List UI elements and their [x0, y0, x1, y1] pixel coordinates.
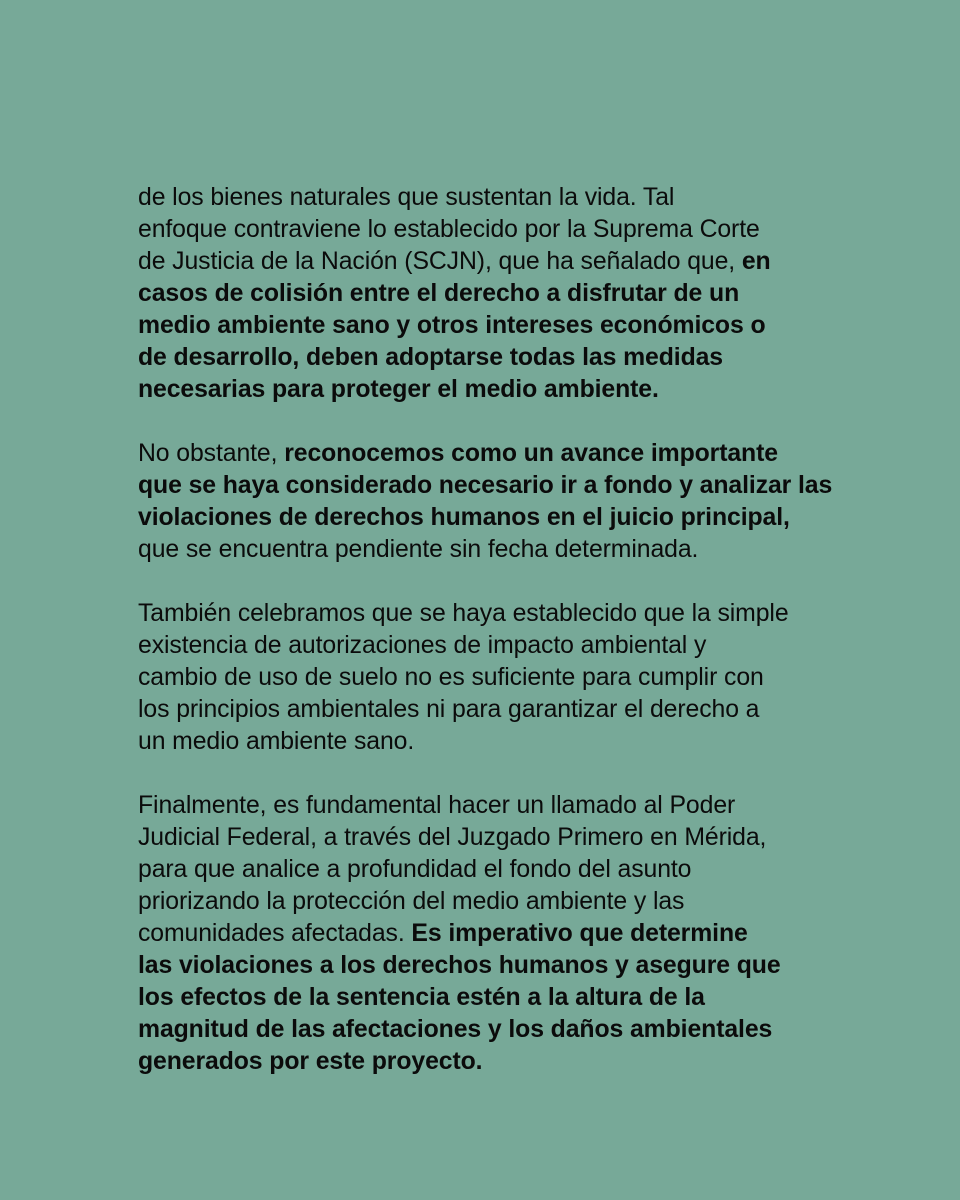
text-segment: Finalmente, es fundamental hacer un llamado al Poder	[138, 792, 736, 819]
text-line	[138, 790, 838, 822]
text-line	[138, 630, 838, 662]
text-line	[138, 1014, 838, 1046]
bold-text-segment: de desarrollo, deben adoptarse todas las medidas	[138, 344, 723, 371]
text-line	[138, 374, 838, 406]
statement-text	[138, 182, 838, 1078]
text-segment: existencia de autorizaciones de impacto ambiental y	[138, 632, 707, 659]
text-line	[138, 534, 838, 566]
bold-text-segment: reconocemos como un avance importante	[284, 440, 778, 467]
paragraph	[138, 790, 838, 1078]
text-segment: los principios ambientales ni para garantizar el derecho a	[138, 696, 760, 723]
text-segment: para que analice a profundidad el fondo del asunto	[138, 856, 692, 883]
text-segment: de los bienes naturales que sustentan la vida. Tal	[138, 184, 675, 211]
bold-text-segment: medio ambiente sano y otros intereses económicos o	[138, 312, 766, 339]
text-line	[138, 854, 838, 886]
text-line	[138, 598, 838, 630]
text-line	[138, 1046, 838, 1078]
bold-text-segment: las violaciones a los derechos humanos y asegure que	[138, 952, 781, 979]
text-line	[138, 310, 838, 342]
text-line	[138, 726, 838, 758]
bold-text-segment: los efectos de la sentencia estén a la altura de la	[138, 984, 705, 1011]
text-line	[138, 182, 838, 214]
text-line	[138, 438, 838, 470]
paragraph	[138, 438, 838, 566]
text-line	[138, 694, 838, 726]
text-segment: También celebramos que se haya establecido que la simple	[138, 600, 789, 627]
text-line	[138, 822, 838, 854]
text-segment: enfoque contraviene lo establecido por la Suprema Corte	[138, 216, 760, 243]
bold-text-segment: violaciones de derechos humanos en el juicio principal,	[138, 504, 790, 531]
bold-text-segment: necesarias para proteger el medio ambiente.	[138, 376, 659, 403]
bold-text-segment: en	[741, 248, 771, 275]
text-line	[138, 214, 838, 246]
text-segment: que se encuentra pendiente sin fecha determinada.	[138, 536, 699, 563]
text-segment: comunidades afectadas.	[138, 920, 412, 947]
text-line	[138, 342, 838, 374]
text-line	[138, 982, 838, 1014]
bold-text-segment: magnitud de las afectaciones y los daños ambientales	[138, 1016, 773, 1043]
paragraph	[138, 598, 838, 758]
text-line	[138, 886, 838, 918]
text-segment: un medio ambiente sano.	[138, 728, 415, 755]
text-line	[138, 502, 838, 534]
text-segment: No obstante,	[138, 440, 285, 467]
bold-text-segment: que se haya considerado necesario ir a fondo y analizar las	[138, 472, 833, 499]
text-line	[138, 278, 838, 310]
text-line	[138, 918, 838, 950]
bold-text-segment: Es imperativo que determine	[411, 920, 748, 947]
text-line	[138, 246, 838, 278]
text-line	[138, 950, 838, 982]
bold-text-segment: generados por este proyecto.	[138, 1048, 483, 1075]
paragraph	[138, 182, 838, 406]
bold-text-segment: casos de colisión entre el derecho a disfrutar de un	[138, 280, 740, 307]
text-segment: cambio de uso de suelo no es suficiente para cumplir con	[138, 664, 764, 691]
text-line	[138, 662, 838, 694]
text-line	[138, 470, 838, 502]
text-segment: de Justicia de la Nación (SCJN), que ha señalado que,	[138, 248, 742, 275]
text-segment: priorizando la protección del medio ambiente y las	[138, 888, 685, 915]
text-segment: Judicial Federal, a través del Juzgado Primero en Mérida,	[138, 824, 767, 851]
